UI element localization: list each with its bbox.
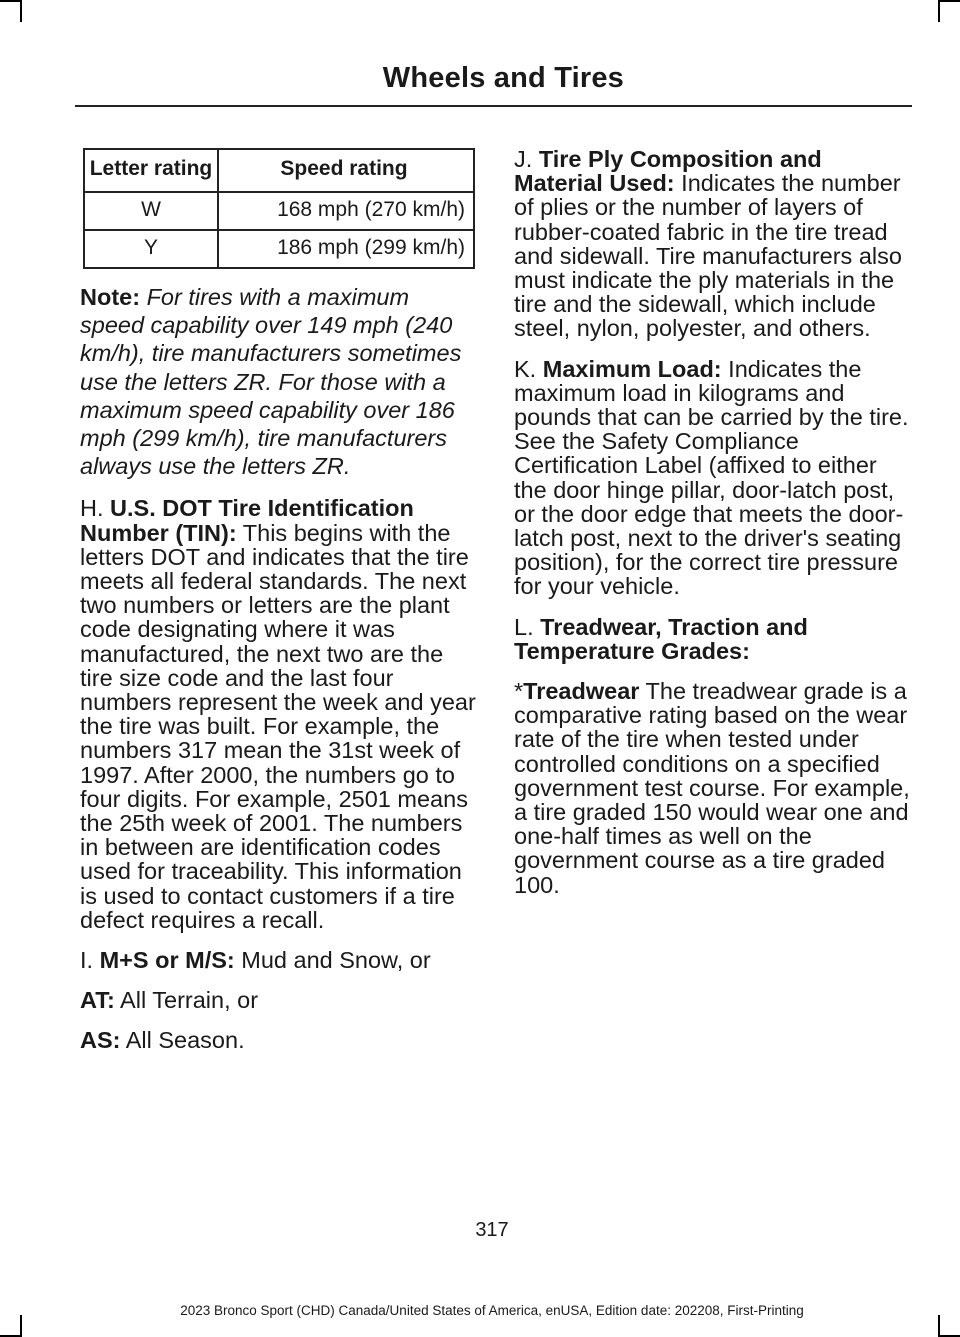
all-terrain-line	[80, 988, 478, 1012]
section-i-text: Mud and Snow, or	[241, 947, 431, 974]
section-i-label: M+S or M/S:	[99, 947, 235, 974]
treadwear-text: The treadwear grade is a comparative rating based on the wear rate of the tire when tested under controlled conditions on a specified government test course. For example, a tire graded 150 would wear one and one-half times as well on the government course as a tire graded 100.	[514, 678, 910, 898]
speed-rating-table	[83, 148, 475, 269]
footer-text: 2023 Bronco Sport (CHD) Canada/United States of America, enUSA, Edition date: 202208, First-Printing	[180, 1303, 804, 1318]
section-l-label: Treadwear, Traction and Temperature Grades:	[514, 613, 808, 664]
table-cell: 168 mph (270 km/h)	[218, 192, 474, 230]
section-k	[514, 357, 910, 599]
section-h-text: This begins with the letters DOT and indicates that the tire meets all federal standards. The next two numbers or letters are the plant code designating where it was manufactured, the next two are the tire size code and the last four numbers represent the week and year the tire was built. For example, the numbers 317 mean the 31st week of 1997. After 2000, the numbers go to four digits. For example, 2501 means the 25th week of 2001. The numbers in between are identification codes used for traceability. This information is used to contact customers if a tire defect requires a recall.	[80, 519, 476, 933]
right-column	[514, 147, 910, 913]
section-k-text: Indicates the maximum load in kilograms and pounds that can be carried by the tire. See the Safety Compliance Certification Label (affixed to either the door hinge pillar, door-latch post, or the door edge that meets the door-latch post, next to the driver's seating position), for the correct tire pressure for your vehicle.	[514, 355, 909, 600]
section-h	[80, 496, 478, 932]
crop-mark	[938, 0, 940, 22]
crop-mark	[20, 1315, 22, 1337]
crop-mark	[938, 1315, 940, 1337]
page-title: Wheels and Tires	[382, 62, 624, 94]
crop-mark	[938, 0, 960, 2]
section-j-text: Indicates the number of plies or the number of layers of rubber-coated fabric in the tire tread and sidewall. Tire manufacturers also must indicate the ply materials in the tire and the sidewall, which include steel, nylon, polyester, and others.	[514, 170, 902, 342]
crop-mark	[20, 0, 22, 22]
section-j-label: Tire Ply Composition and Material Used:	[514, 146, 822, 197]
section-i	[80, 948, 478, 972]
column-header: Speed rating	[218, 149, 474, 192]
section-l-prefix: L.	[514, 613, 534, 640]
note-paragraph	[80, 283, 478, 480]
section-k-prefix: K.	[514, 355, 537, 382]
header-divider	[75, 105, 912, 107]
section-h-prefix: H.	[80, 495, 104, 522]
left-column	[80, 148, 478, 1069]
treadwear-asterisk: *	[514, 678, 524, 705]
table-cell: 186 mph (299 km/h)	[218, 230, 474, 268]
all-season-line	[80, 1028, 478, 1052]
note-label: Note:	[80, 284, 141, 310]
table-header-row	[84, 149, 474, 192]
table-row	[84, 192, 474, 230]
note-text: For tires with a maximum speed capability over 149 mph (240 km/h), tire manufacturers sometimes use the letters ZR. For those with a maximum speed capability over 186 mph (299 km/h), tire manufacturers always use the letters ZR.	[80, 284, 462, 480]
section-l	[514, 615, 910, 663]
at-label: AT:	[80, 987, 115, 1014]
as-label: AS:	[80, 1027, 121, 1054]
table-cell: Y	[84, 230, 218, 268]
section-h-label: U.S. DOT Tire Identification Number (TIN):	[80, 495, 414, 546]
table-row	[84, 230, 474, 268]
as-text: All Season.	[125, 1027, 245, 1054]
treadwear-label: Treadwear	[523, 678, 640, 705]
section-j-prefix: J.	[514, 146, 533, 172]
section-j	[514, 147, 910, 341]
table-cell: W	[84, 192, 218, 230]
treadwear-paragraph	[514, 679, 910, 897]
column-header: Letter rating	[84, 149, 218, 192]
page-number: 317	[475, 1219, 509, 1241]
section-k-label: Maximum Load:	[542, 355, 722, 382]
at-text: All Terrain, or	[120, 987, 259, 1014]
section-i-prefix: I.	[80, 947, 94, 974]
crop-mark	[0, 0, 22, 2]
